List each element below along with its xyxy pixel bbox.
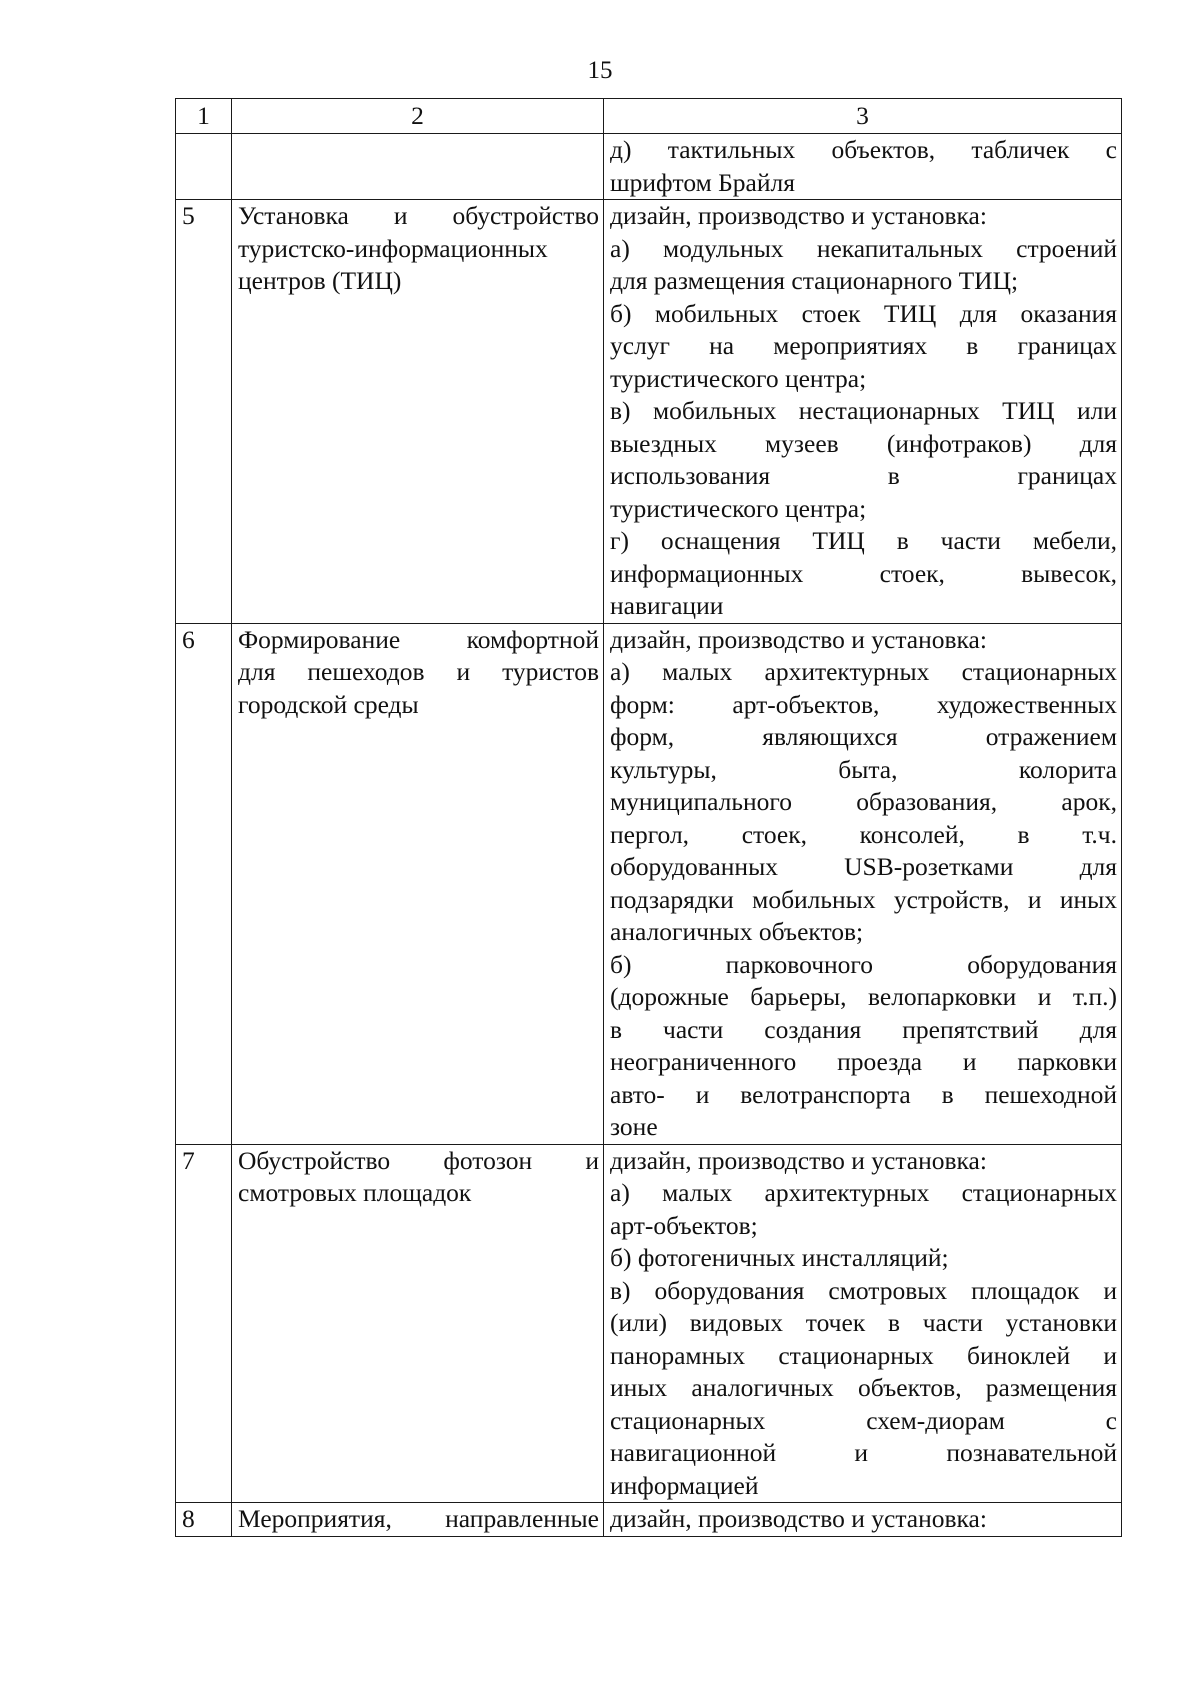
description-line: дизайн, производство и установка: — [610, 624, 987, 654]
description-line: форм, являющихся отражением — [610, 722, 1117, 751]
row-description — [604, 623, 1122, 1144]
activity-name-line: Формирование комфортной — [238, 624, 599, 654]
description-line: форм: арт-объектов, художественных — [610, 689, 1117, 719]
description-line: панорамных стационарных биноклей и — [610, 1340, 1117, 1370]
description-line: дизайн, производство и установка: — [610, 201, 987, 230]
description-line: арт-объектов; — [610, 1210, 758, 1240]
table-row — [176, 623, 1122, 1144]
description-line: г) оснащения ТИЦ в части мебели, — [610, 526, 1117, 555]
activity-name-line: Мероприятия, направленные — [238, 1504, 599, 1533]
document-table — [175, 98, 1122, 1537]
description-line: (или) видовых точек в части установки — [610, 1308, 1117, 1337]
description-line: туристического центра; — [610, 363, 867, 393]
table-row — [176, 200, 1122, 624]
table-header-row — [176, 99, 1122, 134]
description-line: услуг на мероприятиях в границах — [610, 331, 1117, 360]
description-line: пергол, стоек, консолей, в т.ч. — [610, 819, 1117, 849]
row-number: 6 — [176, 623, 232, 1144]
description-line: информацией — [610, 1470, 759, 1500]
activity-name-line: центров (ТИЦ) — [238, 266, 402, 295]
description-line: авто- и велотранспорта в пешеходной — [610, 1079, 1117, 1109]
description-line: навигационной и познавательной — [610, 1438, 1117, 1467]
row-activity-name — [232, 1144, 604, 1503]
description-line: неограниченного проезда и парковки — [610, 1047, 1117, 1076]
header-col-3: 3 — [604, 99, 1122, 134]
activity-name-line: Установка и обустройство — [238, 201, 599, 230]
row-description — [604, 1503, 1122, 1537]
description-line: б) фотогеничных инсталляций; — [610, 1243, 949, 1272]
activity-name-line: туристско-информационных — [238, 233, 548, 263]
table-row — [176, 1503, 1122, 1537]
description-line: шрифтом Брайля — [610, 167, 795, 197]
activity-name-line: городской среды — [238, 689, 419, 719]
row-activity-name — [232, 1503, 604, 1537]
row-number: 7 — [176, 1144, 232, 1503]
description-line: навигации — [610, 591, 724, 620]
description-line: б) мобильных стоек ТИЦ для оказания — [610, 298, 1117, 328]
description-line: муниципального образования, арок, — [610, 787, 1117, 816]
description-line: иных аналогичных объектов, размещения — [610, 1373, 1117, 1402]
description-line: дизайн, производство и установка: — [610, 1145, 987, 1175]
activity-name-line: смотровых площадок — [238, 1178, 472, 1207]
row-number: 8 — [176, 1503, 232, 1537]
description-line: в) оборудования смотровых площадок и — [610, 1275, 1117, 1305]
description-line: информационных стоек, вывесок, — [610, 558, 1117, 588]
row-number: 5 — [176, 200, 232, 624]
description-line: для размещения стационарного ТИЦ; — [610, 266, 1019, 295]
description-line: использования в границах — [610, 461, 1117, 490]
activity-name-line: для пешеходов и туристов — [238, 657, 599, 686]
page-number: 15 — [587, 57, 613, 84]
description-line: подзарядки мобильных устройств, и иных — [610, 884, 1117, 914]
row-activity-name — [232, 200, 604, 624]
description-line: а) модульных некапитальных строений — [610, 233, 1117, 263]
row-activity-name — [232, 623, 604, 1144]
row-description — [604, 200, 1122, 624]
header-col-2: 2 — [232, 99, 604, 134]
description-line: оборудованных USB-розетками для — [610, 852, 1117, 881]
description-line: стационарных схем-диорам с — [610, 1405, 1117, 1435]
description-line: туристического центра; — [610, 493, 867, 523]
description-line: зоне — [610, 1112, 658, 1141]
description-line: в части создания препятствий для — [610, 1014, 1117, 1044]
description-line: б) парковочного оборудования — [610, 949, 1117, 979]
activity-name-line: Обустройство фотозон и — [238, 1145, 599, 1175]
description-line: дизайн, производство и установка: — [610, 1504, 987, 1533]
description-line: а) малых архитектурных стационарных — [610, 1178, 1117, 1207]
description-line: выездных музеев (инфотраков) для — [610, 428, 1117, 458]
description-line: в) мобильных нестационарных ТИЦ или — [610, 396, 1117, 425]
header-col-1: 1 — [176, 99, 232, 134]
description-line: аналогичных объектов; — [610, 917, 864, 946]
table-row — [176, 134, 1122, 200]
description-line: культуры, быта, колорита — [610, 754, 1117, 784]
description-line: (дорожные барьеры, велопарковки и т.п.) — [610, 982, 1117, 1011]
description-line: а) малых архитектурных стационарных — [610, 657, 1117, 686]
row-activity-name — [232, 134, 604, 200]
row-number — [176, 134, 232, 200]
row-description — [604, 1144, 1122, 1503]
description-line: д) тактильных объектов, табличек с — [610, 135, 1117, 164]
table-row — [176, 1144, 1122, 1503]
row-description — [604, 134, 1122, 200]
